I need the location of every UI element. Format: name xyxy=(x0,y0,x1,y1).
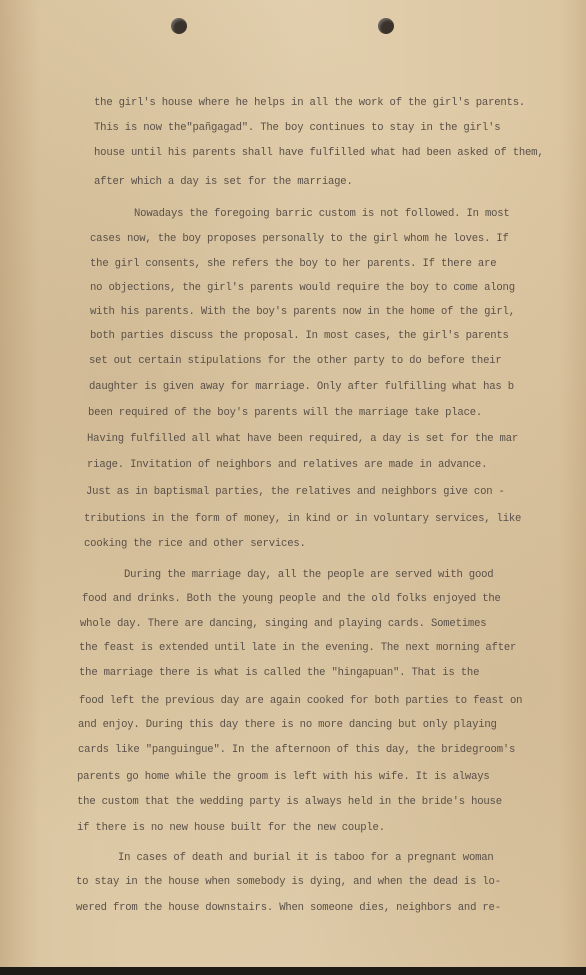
text-line: whole day. There are dancing, singing and playing cards. Sometimes xyxy=(80,618,487,630)
text-line: Nowadays the foregoing barric custom is not followed. In most xyxy=(134,208,510,220)
text-line: cards like "panguingue". In the afternoon of this day, the bridegroom's xyxy=(78,744,516,756)
text-line: riage. Invitation of neighbors and relatives are made in advance. xyxy=(87,459,488,471)
text-line: During the marriage day, all the people are served with good xyxy=(124,569,494,581)
text-line: Just as in baptismal parties, the relatives and neighbors give con - xyxy=(86,486,505,498)
text-line: with his parents. With the boy's parents now in the home of the girl, xyxy=(90,306,515,318)
text-line: Having fulfilled all what have been required, a day is set for the mar xyxy=(87,433,519,445)
text-line: house until his parents shall have fulfilled what had been asked of them, xyxy=(94,147,544,159)
text-line: to stay in the house when somebody is dying, and when the dead is lo- xyxy=(76,876,501,888)
text-line: This is now the"pañgagad". The boy continues to stay in the girl's xyxy=(94,122,501,134)
text-line: after which a day is set for the marriage. xyxy=(94,176,353,188)
text-line: In cases of death and burial it is taboo for a pregnant woman xyxy=(118,852,494,864)
text-line: been required of the boy's parents will the marriage take place. xyxy=(88,407,483,419)
text-line: cases now, the boy proposes personally to the girl whom he loves. If xyxy=(90,233,509,245)
text-line: wered from the house downstairs. When someone dies, neighbors and re- xyxy=(76,902,501,914)
text-line: parents go home while the groom is left with his wife. It is always xyxy=(77,771,490,783)
text-line: the marriage there is what is called the "hingapuan". That is the xyxy=(79,667,480,679)
text-line: if there is no new house built for the new couple. xyxy=(77,822,385,834)
text-line: both parties discuss the proposal. In most cases, the girl's parents xyxy=(90,330,509,342)
page-bottom-edge xyxy=(0,967,586,975)
text-line: the girl consents, she refers the boy to her parents. If there are xyxy=(90,258,497,270)
text-line: set out certain stipulations for the other party to do before their xyxy=(89,355,502,367)
text-line: food and drinks. Both the young people and the old folks enjoyed the xyxy=(82,593,501,605)
text-line: the custom that the wedding party is always held in the bride's house xyxy=(77,796,502,808)
text-line: the feast is extended until late in the evening. The next morning after xyxy=(79,642,517,654)
text-line: cooking the rice and other services. xyxy=(84,538,306,550)
text-line: daughter is given away for marriage. Only after fulfilling what has b xyxy=(89,381,514,393)
text-line: no objections, the girl's parents would require the boy to come along xyxy=(90,282,515,294)
text-line: and enjoy. During this day there is no more dancing but only playing xyxy=(78,719,497,731)
text-line: tributions in the form of money, in kind or in voluntary services, like xyxy=(84,513,522,525)
text-line: food left the previous day are again cooked for both parties to feast on xyxy=(79,695,523,707)
text-line: the girl's house where he helps in all the work of the girl's parents. xyxy=(94,97,526,109)
